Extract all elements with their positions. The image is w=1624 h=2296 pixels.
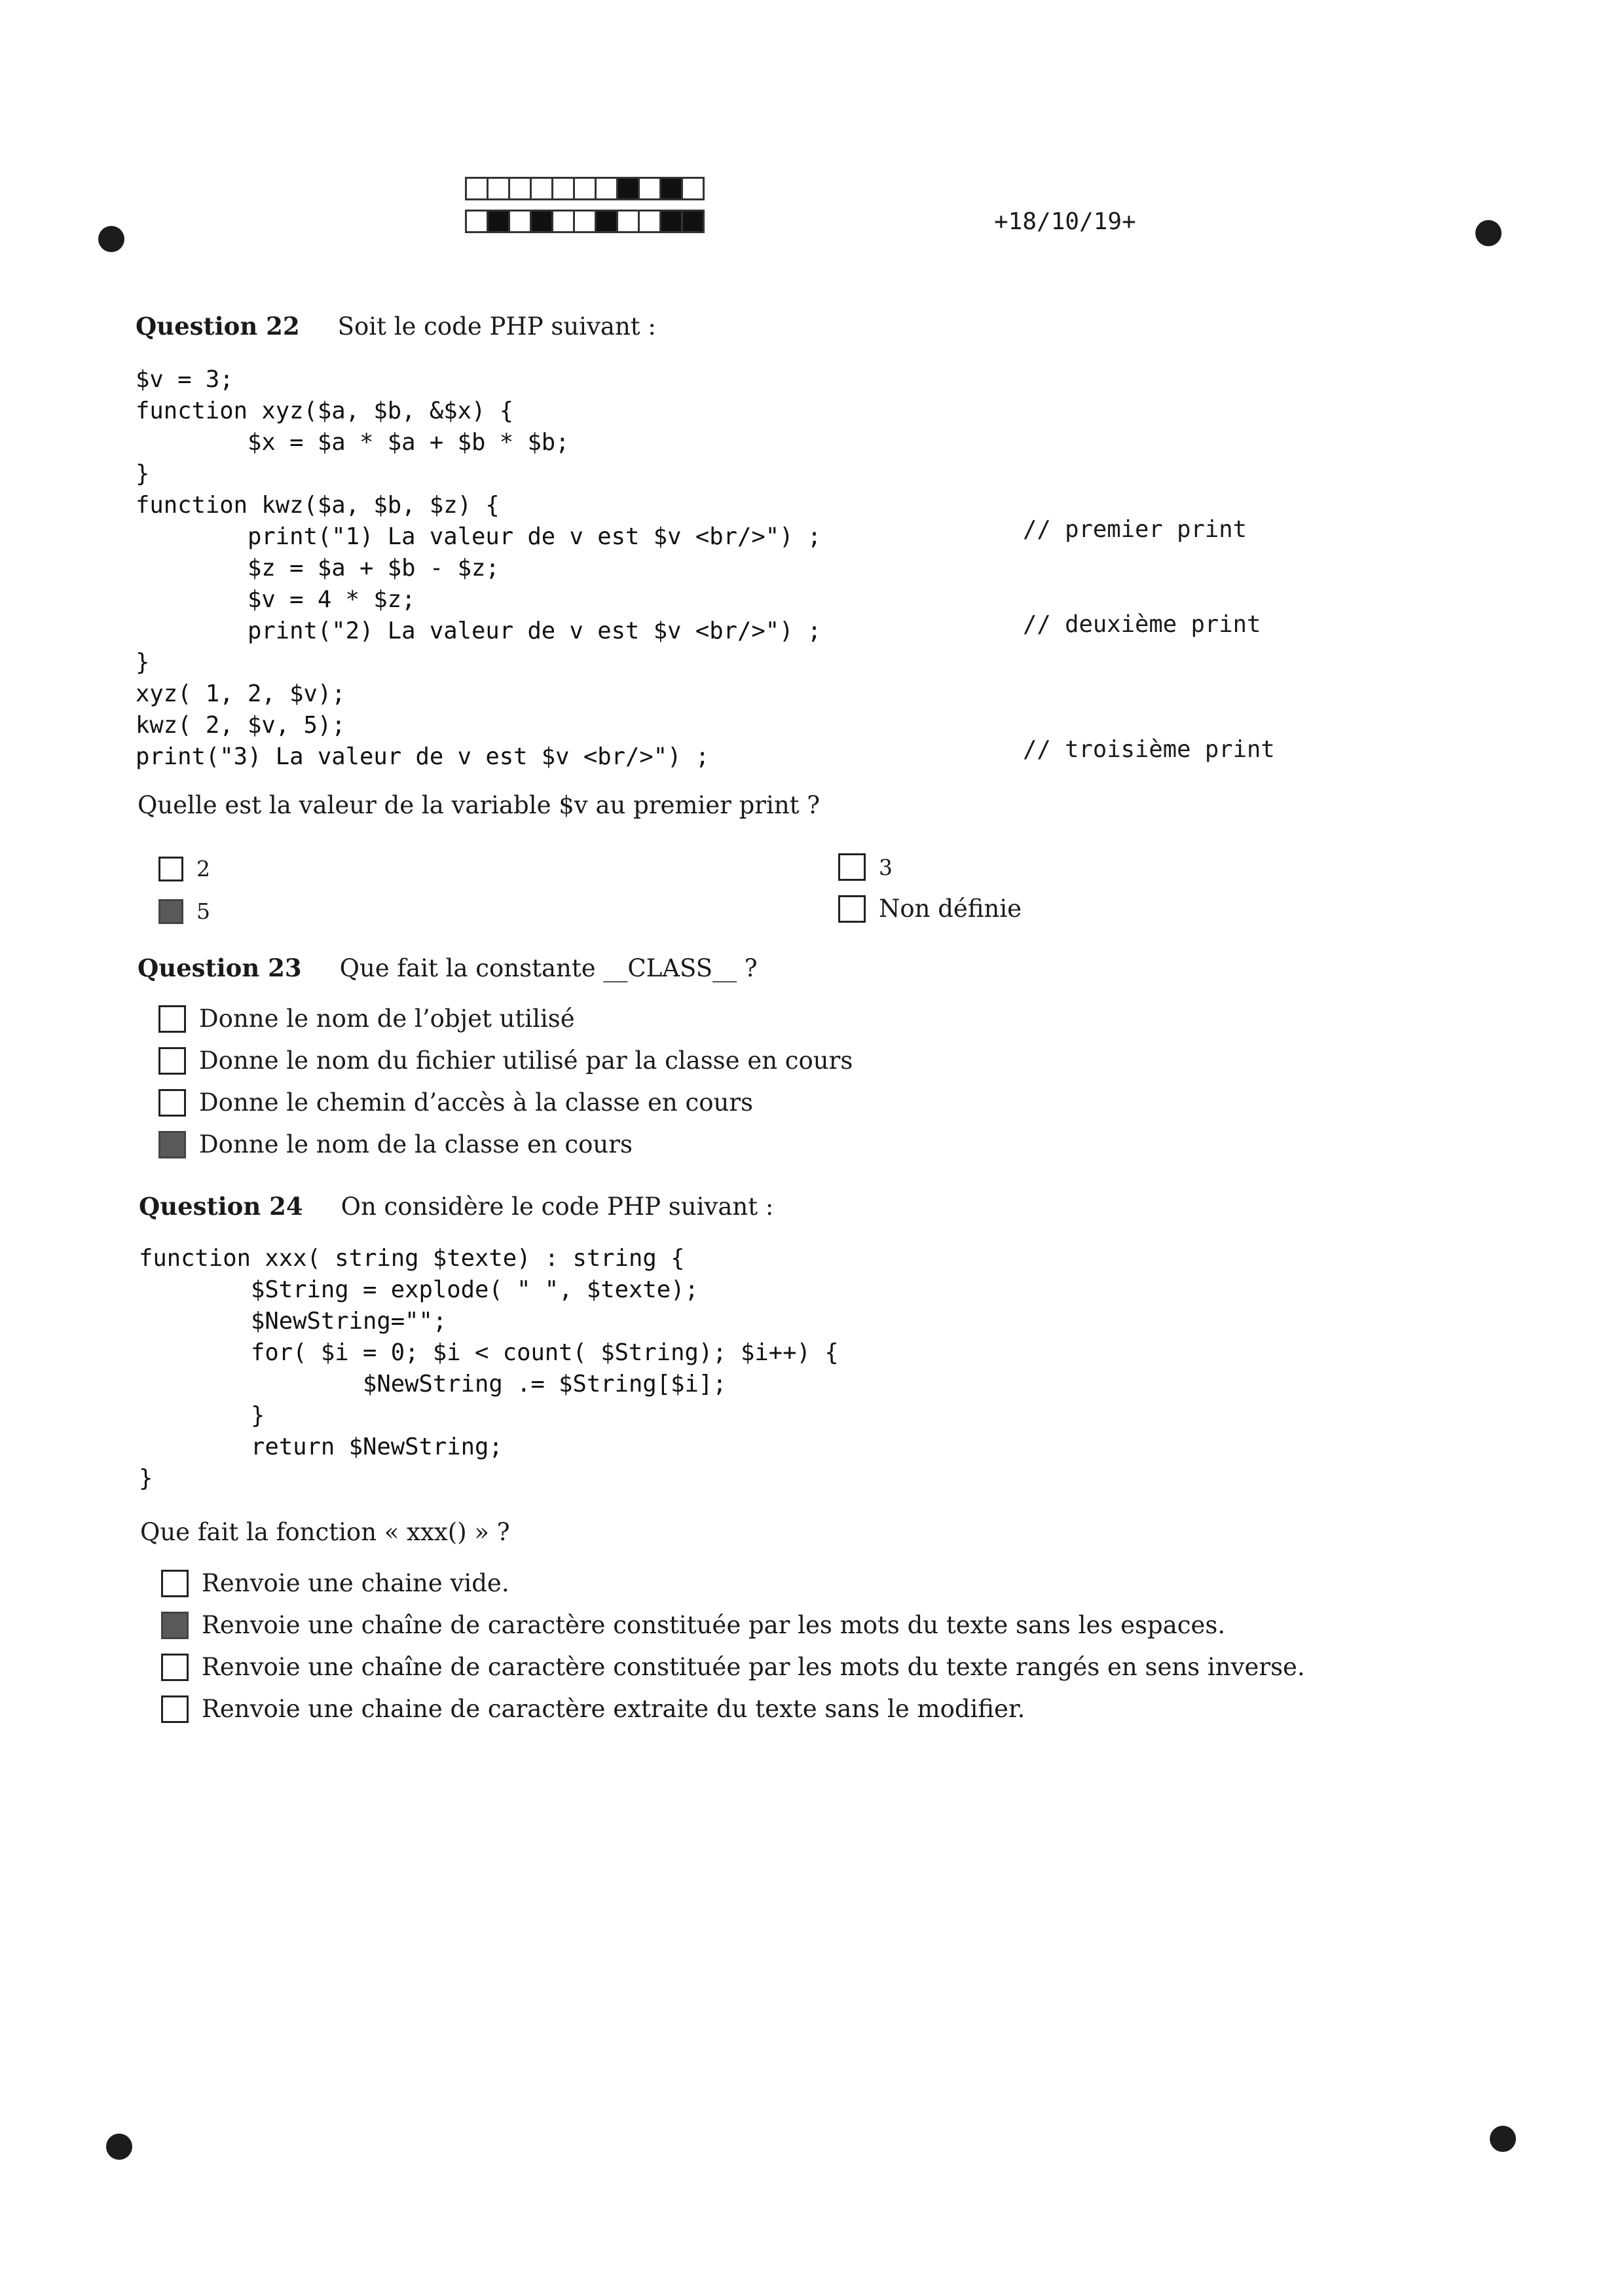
checkbox[interactable] [158, 1131, 186, 1158]
id-barcode-bottom-row [465, 210, 703, 233]
barcode-cell [573, 177, 597, 200]
option-label: Renvoie une chaîne de caractère constituée par les mots du texte sans les espaces. [202, 1611, 1226, 1639]
checkbox[interactable] [161, 1654, 189, 1681]
question-23-header [138, 954, 758, 982]
checkbox[interactable] [158, 1089, 186, 1117]
option-label: Donne le nom de l’objet utilisé [199, 1005, 575, 1033]
barcode-cell [551, 210, 575, 233]
question-number: Question 22 [136, 312, 300, 341]
barcode-cell [487, 210, 510, 233]
barcode-cell [530, 210, 553, 233]
question-number: Question 24 [139, 1192, 303, 1221]
checkbox[interactable] [158, 1047, 186, 1075]
barcode-cell [465, 210, 489, 233]
q22-comment-second-print: // deuxième print [1023, 611, 1261, 638]
barcode-cell [573, 210, 597, 233]
checkbox[interactable] [161, 1695, 189, 1723]
q22-option-non-definie[interactable] [838, 895, 1022, 923]
barcode-cell [465, 177, 489, 200]
q23-option-4[interactable] [158, 1130, 633, 1158]
option-label: Non définie [879, 895, 1022, 923]
q22-option-5[interactable] [158, 898, 210, 924]
question-intro: On considère le code PHP suivant : [341, 1193, 774, 1221]
question-intro: Soit le code PHP suivant : [337, 312, 656, 341]
checkbox[interactable] [161, 1570, 189, 1597]
question-24-header [139, 1192, 773, 1221]
checkbox[interactable] [838, 853, 866, 881]
q22-code-block: $v = 3; function xyz($a, $b, &$x) { $x = $a * $a + $b * $b; } function kwz($a, $b, $z) { print("1) La valeur de v est $v <br/>") ; $z = $a + $b - $z; $v = 4 * $z; print("2) La valeur de v est $v <br/>") ; } xyz( 1, 2, $v); kwz( 2, $v, 5); print("3) La valeur de v est $v <br/>") ; [136, 366, 822, 770]
option-label: 3 [879, 854, 893, 880]
option-label: 2 [196, 856, 210, 881]
barcode-cell [616, 210, 640, 233]
registration-mark-bottom-left [106, 2134, 132, 2160]
q22-option-3[interactable] [838, 853, 893, 881]
barcode-cell [508, 210, 532, 233]
question-number: Question 23 [138, 954, 302, 982]
barcode-cell [508, 177, 532, 200]
barcode-cell [530, 177, 553, 200]
barcode-cell [638, 210, 661, 233]
barcode-cell [551, 177, 575, 200]
q22-option-2[interactable] [158, 856, 210, 881]
q23-option-2[interactable] [158, 1046, 853, 1075]
q22-prompt: Quelle est la valeur de la variable $v au premier print ? [138, 791, 821, 819]
barcode-cell [595, 210, 618, 233]
q22-comment-first-print: // premier print [1023, 516, 1247, 543]
question-intro: Que fait la constante __CLASS__ ? [339, 954, 758, 982]
q22-comment-third-print: // troisième print [1023, 736, 1275, 763]
option-label: Renvoie une chaine vide. [202, 1569, 509, 1597]
barcode-cell [659, 177, 683, 200]
q24-option-1[interactable] [161, 1569, 509, 1597]
checkbox[interactable] [161, 1612, 189, 1639]
barcode-cell [616, 177, 640, 200]
barcode-cell [681, 177, 705, 200]
q24-option-3[interactable] [161, 1653, 1305, 1681]
option-label: Donne le nom du fichier utilisé par la classe en cours [199, 1046, 853, 1075]
registration-mark-top-right [1475, 220, 1502, 246]
checkbox[interactable] [158, 1005, 186, 1033]
q24-option-2[interactable] [161, 1611, 1225, 1639]
option-label: 5 [196, 898, 210, 924]
option-label: Donne le nom de la classe en cours [199, 1130, 633, 1158]
page-date-code: +18/10/19+ [994, 208, 1136, 235]
id-barcode-top-row [465, 177, 703, 200]
barcode-cell [638, 177, 661, 200]
registration-mark-top-left [98, 226, 124, 252]
question-22-header [136, 312, 656, 341]
barcode-cell [595, 177, 618, 200]
barcode-cell [487, 177, 510, 200]
q24-prompt: Que fait la fonction « xxx() » ? [140, 1518, 510, 1546]
barcode-cell [681, 210, 705, 233]
q23-option-1[interactable] [158, 1005, 575, 1033]
barcode-cell [659, 210, 683, 233]
q24-code-block: function xxx( string $texte) : string { $String = explode( " ", $texte); $NewString=""; for( $i = 0; $i < count( $String); $i++) { $NewString .= $String[$i]; } return $NewString; } [139, 1245, 839, 1492]
option-label: Donne le chemin d’accès à la classe en cours [199, 1088, 754, 1117]
checkbox[interactable] [838, 895, 866, 923]
option-label: Renvoie une chaine de caractère extraite du texte sans le modifier. [202, 1695, 1025, 1723]
checkbox[interactable] [158, 899, 183, 924]
q23-option-3[interactable] [158, 1088, 753, 1117]
q24-option-4[interactable] [161, 1695, 1025, 1723]
checkbox[interactable] [158, 857, 183, 881]
registration-mark-bottom-right [1490, 2126, 1516, 2152]
option-label: Renvoie une chaîne de caractère constituée par les mots du texte rangés en sens inverse. [202, 1653, 1305, 1681]
